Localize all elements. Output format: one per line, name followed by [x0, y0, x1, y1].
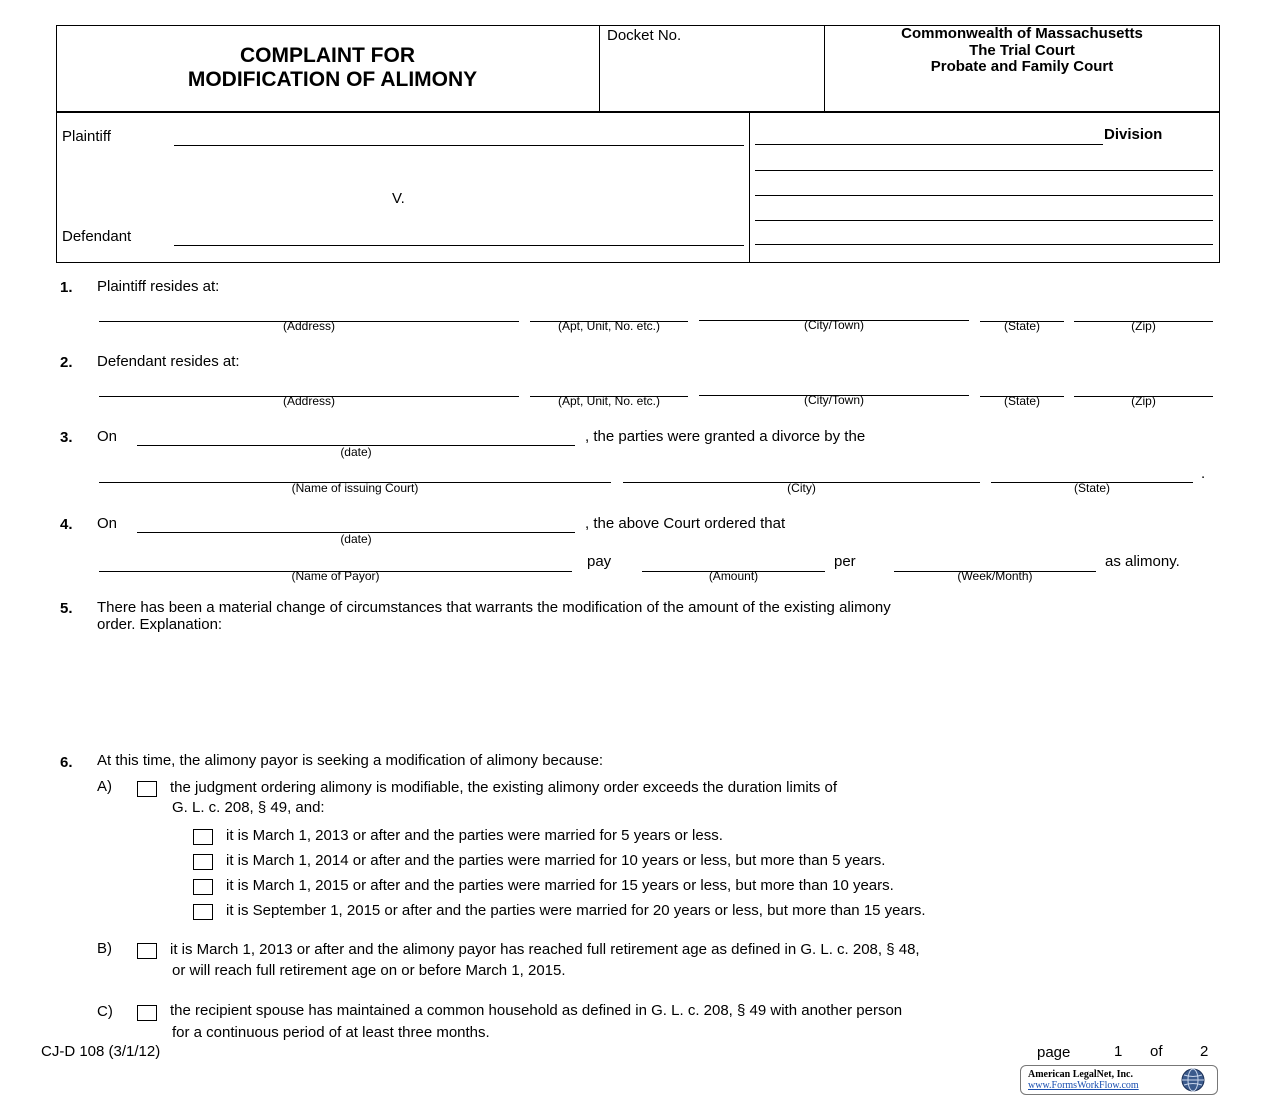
payment-period-caption: (Week/Month)	[957, 569, 1033, 583]
option-a4-checkbox[interactable]	[193, 904, 213, 920]
defendant-address-caption: (Address)	[282, 394, 335, 408]
plaintiff-zip-caption: (Zip)	[1131, 319, 1156, 333]
court-state-caption: (State)	[1073, 481, 1110, 495]
item-5-line1: There has been a material change of circumstances that warrants the modification of the amount of the existing alimony	[97, 599, 891, 616]
item-5-line2: order. Explanation:	[97, 616, 223, 633]
division-label: Division	[1104, 126, 1163, 143]
explanation-field[interactable]	[97, 640, 1213, 740]
option-c-checkbox[interactable]	[137, 1005, 157, 1021]
option-a-checkbox[interactable]	[137, 781, 157, 797]
defendant-city-caption: (City/Town)	[803, 393, 864, 407]
plaintiff-state-caption: (State)	[1003, 319, 1040, 333]
form-id: CJ-D 108 (3/1/12)	[41, 1043, 161, 1060]
form-title-line1: COMPLAINT FOR	[240, 44, 415, 67]
option-a4-text: it is September 1, 2015 or after and the parties were married for 20 years or less, but more than 15 years.	[226, 902, 926, 919]
item-4-as-alimony: as alimony.	[1105, 553, 1180, 570]
badge-company-name: American LegalNet, Inc.	[1028, 1069, 1133, 1080]
option-b-checkbox[interactable]	[137, 943, 157, 959]
header-divider-2	[824, 25, 825, 112]
plaintiff-label: Plaintiff	[62, 128, 111, 145]
parties-divider	[749, 111, 750, 262]
division-line-5[interactable]	[755, 244, 1213, 245]
option-a1-text: it is March 1, 2013 or after and the parties were married for 5 years or less.	[226, 827, 723, 844]
court-line-1: Commonwealth of Massachusetts	[901, 25, 1143, 42]
page-number: 1	[1114, 1043, 1123, 1060]
option-c-label: C)	[97, 1003, 113, 1020]
plaintiff-apt-caption: (Apt, Unit, No. etc.)	[557, 319, 661, 333]
versus-label: V.	[392, 190, 405, 207]
item-3-number: 3.	[60, 429, 73, 446]
division-line-4[interactable]	[755, 220, 1213, 221]
docket-label: Docket No.	[607, 27, 682, 44]
division-name-field[interactable]	[755, 144, 1103, 145]
globe-icon	[1181, 1068, 1205, 1092]
option-a1-checkbox[interactable]	[193, 829, 213, 845]
item-3-on: On	[97, 428, 118, 445]
option-b-line1: it is March 1, 2013 or after and the alimony payor has reached full retirement age as defined in G. L. c. 208, § 48,	[170, 941, 920, 958]
item-4-pay: pay	[587, 553, 612, 570]
option-b-label: B)	[97, 940, 112, 957]
option-a-label: A)	[97, 778, 112, 795]
docket-number-field[interactable]	[602, 50, 822, 108]
item-6-intro: At this time, the alimony payor is seeking a modification of alimony because:	[97, 752, 604, 769]
option-a3-text: it is March 1, 2015 or after and the parties were married for 15 years or less, but more than 10 years.	[226, 877, 894, 894]
option-a-line1: the judgment ordering alimony is modifiable, the existing alimony order exceeds the duration limits of	[170, 779, 838, 796]
item-5-number: 5.	[60, 600, 73, 617]
page-total: 2	[1200, 1043, 1209, 1060]
option-c-line1: the recipient spouse has maintained a common household as defined in G. L. c. 208, § 49 with another person	[170, 1002, 903, 1019]
item-3-period: .	[1201, 465, 1206, 482]
division-line-2[interactable]	[755, 170, 1213, 171]
defendant-label: Defendant	[62, 228, 132, 245]
option-a2-checkbox[interactable]	[193, 854, 213, 870]
division-line-3[interactable]	[755, 195, 1213, 196]
page-word: page	[1037, 1044, 1071, 1061]
defendant-state-caption: (State)	[1003, 394, 1040, 408]
item-6-number: 6.	[60, 754, 73, 771]
of-word: of	[1150, 1043, 1163, 1060]
item-2-number: 2.	[60, 354, 73, 371]
option-a3-checkbox[interactable]	[193, 879, 213, 895]
defendant-zip-caption: (Zip)	[1131, 394, 1156, 408]
order-date-caption: (date)	[340, 532, 372, 546]
item-1-number: 1.	[60, 279, 73, 296]
item-4-number: 4.	[60, 516, 73, 533]
payor-name-caption: (Name of Payor)	[291, 569, 380, 583]
option-c-line2: for a continuous period of at least three months.	[172, 1024, 490, 1041]
court-line-3: Probate and Family Court	[930, 58, 1114, 75]
item-4-on: On	[97, 515, 118, 532]
alimony-amount-caption: (Amount)	[708, 569, 759, 583]
defendant-apt-caption: (Apt, Unit, No. etc.)	[557, 394, 661, 408]
option-a2-text: it is March 1, 2014 or after and the parties were married for 10 years or less, but more than 5 years.	[226, 852, 886, 869]
form-title-line2: MODIFICATION OF ALIMONY	[187, 68, 478, 91]
defendant-name-field[interactable]	[174, 245, 744, 246]
court-city-caption: (City)	[787, 481, 816, 495]
item-4-per: per	[834, 553, 856, 570]
badge-website: www.FormsWorkFlow.com	[1028, 1080, 1139, 1091]
divorce-date-caption: (date)	[340, 445, 372, 459]
item-1-text: Plaintiff resides at:	[97, 278, 220, 295]
court-line-2: The Trial Court	[969, 42, 1075, 59]
item-3-text: , the parties were granted a divorce by the	[585, 428, 866, 445]
option-b-line2: or will reach full retirement age on or before March 1, 2015.	[172, 962, 566, 979]
option-a-line2: G. L. c. 208, § 49, and:	[172, 799, 325, 816]
parties-box	[56, 111, 1220, 263]
plaintiff-name-field[interactable]	[174, 145, 744, 146]
item-2-text: Defendant resides at:	[97, 353, 240, 370]
legalnet-badge[interactable]	[1020, 1065, 1218, 1095]
item-4-text: , the above Court ordered that	[585, 515, 786, 532]
issuing-court-caption: (Name of issuing Court)	[291, 481, 419, 495]
plaintiff-city-caption: (City/Town)	[803, 318, 864, 332]
plaintiff-address-caption: (Address)	[282, 319, 335, 333]
